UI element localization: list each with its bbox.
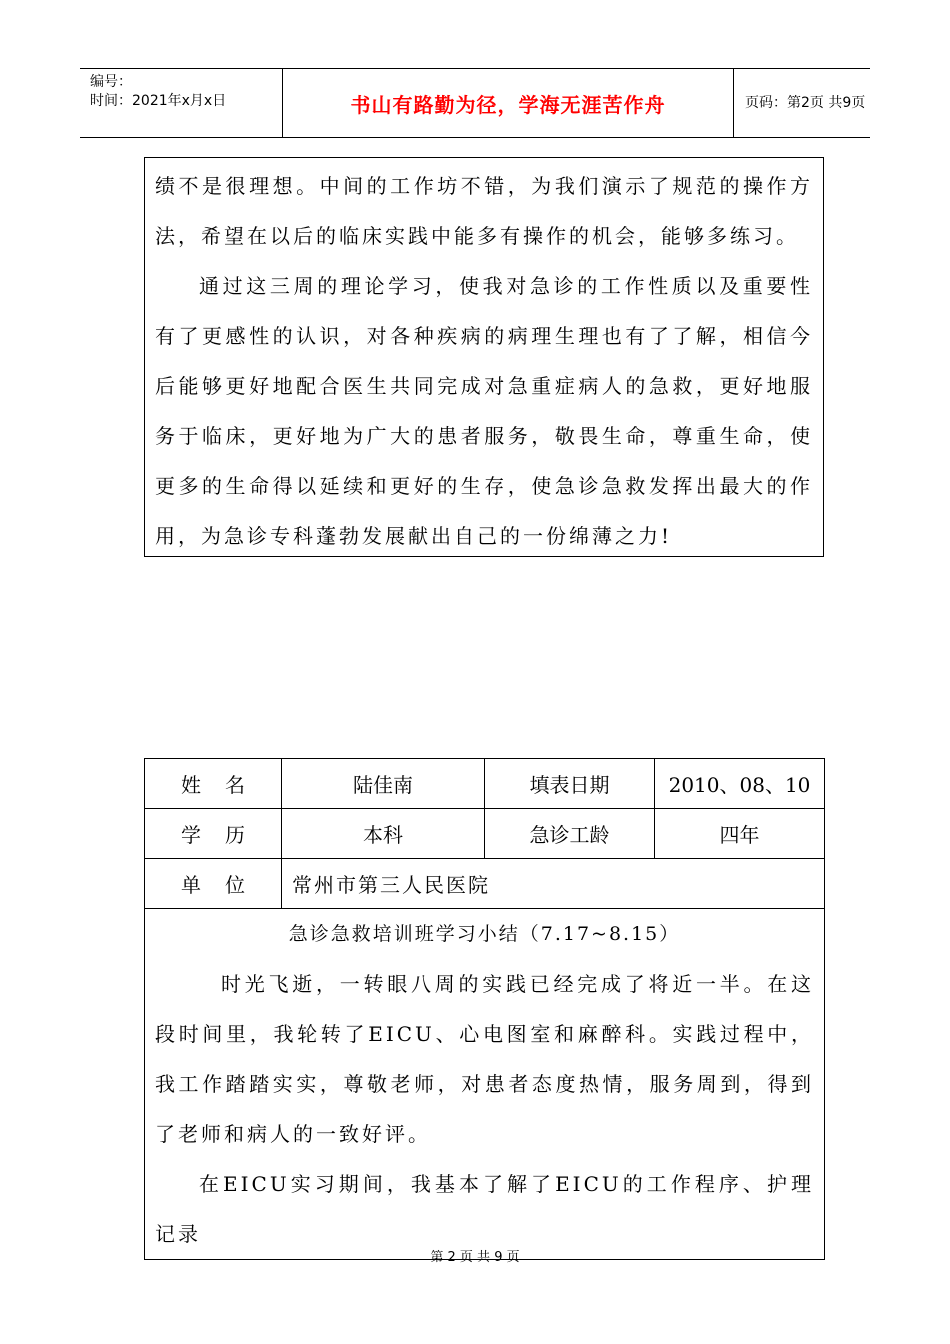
page-footer: 第 2 页 共 9 页 [430,1250,520,1265]
page-info: 页码：第2页 共9页 [745,94,866,111]
table-row [145,759,825,809]
page-header [80,68,870,138]
continuation-paragraph-2: 通过这三周的理论学习，使我对急诊的工作性质以及重要性有了更感性的认识，对各种疾病的病理生理也有了了解，相信今后能够更好地配合医生共同完成对急重症病人的急救，更好地服务于临床，更好地为广大的患者服务，敬畏生命，尊重生命，使更多的生命得以延续和更好的生存，使急诊急救发挥出最大的作用，为急诊专科蓬勃发展献出自己的一份绵薄之力! [155,274,813,548]
serial-label: 编号： [90,74,132,90]
years-label: 急诊工龄 [485,809,655,859]
education-value: 本科 [282,809,485,859]
header-meta [80,69,282,137]
continuation-paragraph-1: 绩不是很理想。中间的工作坊不错，为我们演示了规范的操作方法，希望在以后的临床实践中能多有操作的机会，能够多练习。 [155,174,813,248]
table-row [145,809,825,859]
name-value: 陆佳南 [282,759,485,809]
table-row [145,909,825,1260]
date-value: 2010、08、10 [655,759,825,809]
header-page-cell [733,69,870,137]
time-label: 时间：2021年x月x日 [90,93,227,109]
motto: 书山有路勤为径，学海无涯苦作舟 [350,92,666,117]
info-table [144,758,825,1260]
date-label: 填表日期 [485,759,655,809]
unit-value: 常州市第三人民医院 [282,859,825,909]
education-label: 学历 [145,809,282,859]
years-value: 四年 [655,809,825,859]
summary-cell [145,909,825,1260]
table-row [145,859,825,909]
continuation-box [144,157,824,557]
header-motto-cell [282,69,734,137]
summary-paragraph-1: 时光飞逝，一转眼八周的实践已经完成了将近一半。在这段时间里，我轮转了EICU、心电图室和麻醉科。实践过程中，我工作踏踏实实，尊敬老师，对患者态度热情，服务周到，得到了老师和病人的一致好评。 [155,972,814,1146]
summary-title: 急诊急救培训班学习小结（7.17~8.15） [288,923,681,945]
summary-paragraph-2: 在EICU实习期间，我基本了解了EICU的工作程序、护理记录 [155,1172,814,1246]
unit-label: 单位 [145,859,282,909]
name-label: 姓名 [145,759,282,809]
